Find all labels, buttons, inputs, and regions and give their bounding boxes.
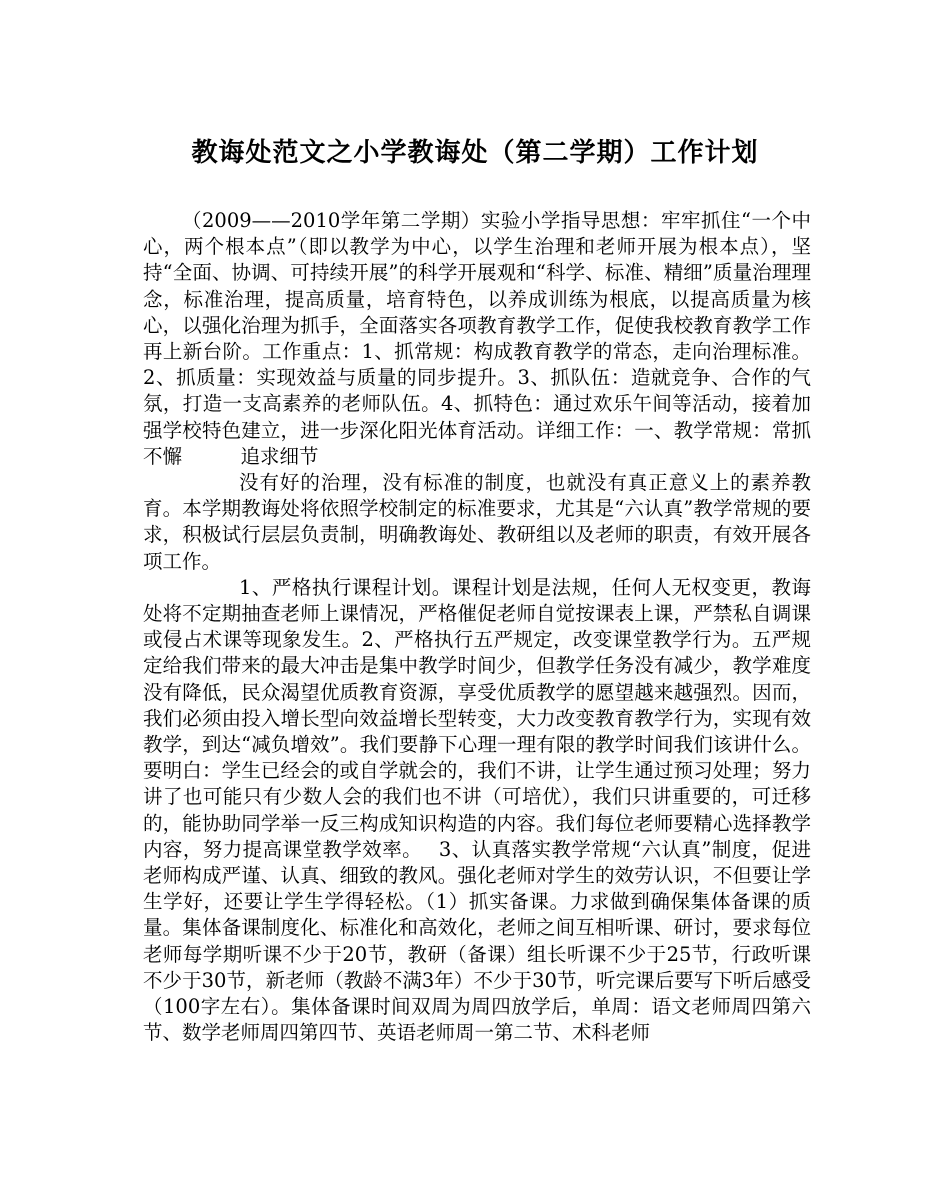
paragraph-guiding-ideology: （2009——2010学年第二学期）实验小学指导思想：牢牢抓住“一个中心，两个根本点”（即以教学为中心，以学生治理和老师开展为根本点），坚持“全面、协调、可持续开展”的科学开展观和“科学、标准、精细”质量治理理念，标准治理，提高质量，培育特色，以养成训练为根底，以提高质量为核心，以强化治理为抓手，全面落实各项教育教学工作，促使我校教育教学工作再上新台阶。工作重点：1、抓常规：构成教育教学的常态，走向治理标准。2、抓质量：实现效益与质量的同步提升。3、抓队伍：造就竞争、合作的气氛，打造一支高素养的老师队伍。4、抓特色：通过欢乐午间等活动，接着加强学校特色建立，进一步深化阳光体育活动。详细工作：一、教学常规：常抓不懈 追求细节	[143, 209, 811, 468]
page-title: 教诲处范文之小学教诲处（第二学期）工作计划	[191, 138, 759, 168]
paragraph-management: 没有好的治理，没有标准的制度，也就没有真正意义上的素养教育。本学期教诲处将依照学校制定的标准要求，尤其是“六认真”教学常规的要求，积极试行层层负责制，明确教诲处、教研组以及老师的职责，有效开展各项工作。	[143, 471, 811, 573]
document-body	[143, 208, 811, 1047]
paragraph-curriculum-plan: 1、严格执行课程计划。课程计划是法规，任何人无权变更，教诲处将不定期抽查老师上课情况，严格催促老师自觉按课表上课，严禁私自调课或侵占术课等现象发生。2、严格执行五严规定，改变课堂教学行为。五严规定给我们带来的最大冲击是集中教学时间少，但教学任务没有减少，教学难度没有降低，民众渴望优质教育资源，享受优质教学的愿望越来越强烈。因而，我们必须由投入增长型向效益增长型转变，大力改变教育教学行为，实现有效教学，到达“减负增效”。我们要静下心理一理有限的教学时间我们该讲什么。要明白：学生已经会的或自学就会的，我们不讲，让学生通过预习处理；努力讲了也可能只有少数人会的我们也不讲（可培优），我们只讲重要的，可迁移的，能协助同学举一反三构成知识构造的内容。我们每位老师要精心选择教学内容，努力提高课堂教学效率。 3、认真落实教学常规“六认真”制度，促进老师构成严谨、认真、细致的教风。强化老师对学生的效劳认识，不但要让学生学好，还要让学生学得轻松。（1）抓实备课。力求做到确保集体备课的质量。集体备课制度化、标准化和高效化，老师之间互相听课、研讨，要求每位老师每学期听课不少于20节，教研（备课）组长听课不少于25节，行政听课不少于30节，新老师（教龄不满3年）不少于30节，听完课后要写下听后感受（100字左右）。集体备课时间双周为周四放学后，单周：语文老师周四第六节、数学老师周四第四节、英语老师周一第二节、术科老师	[143, 575, 811, 1045]
